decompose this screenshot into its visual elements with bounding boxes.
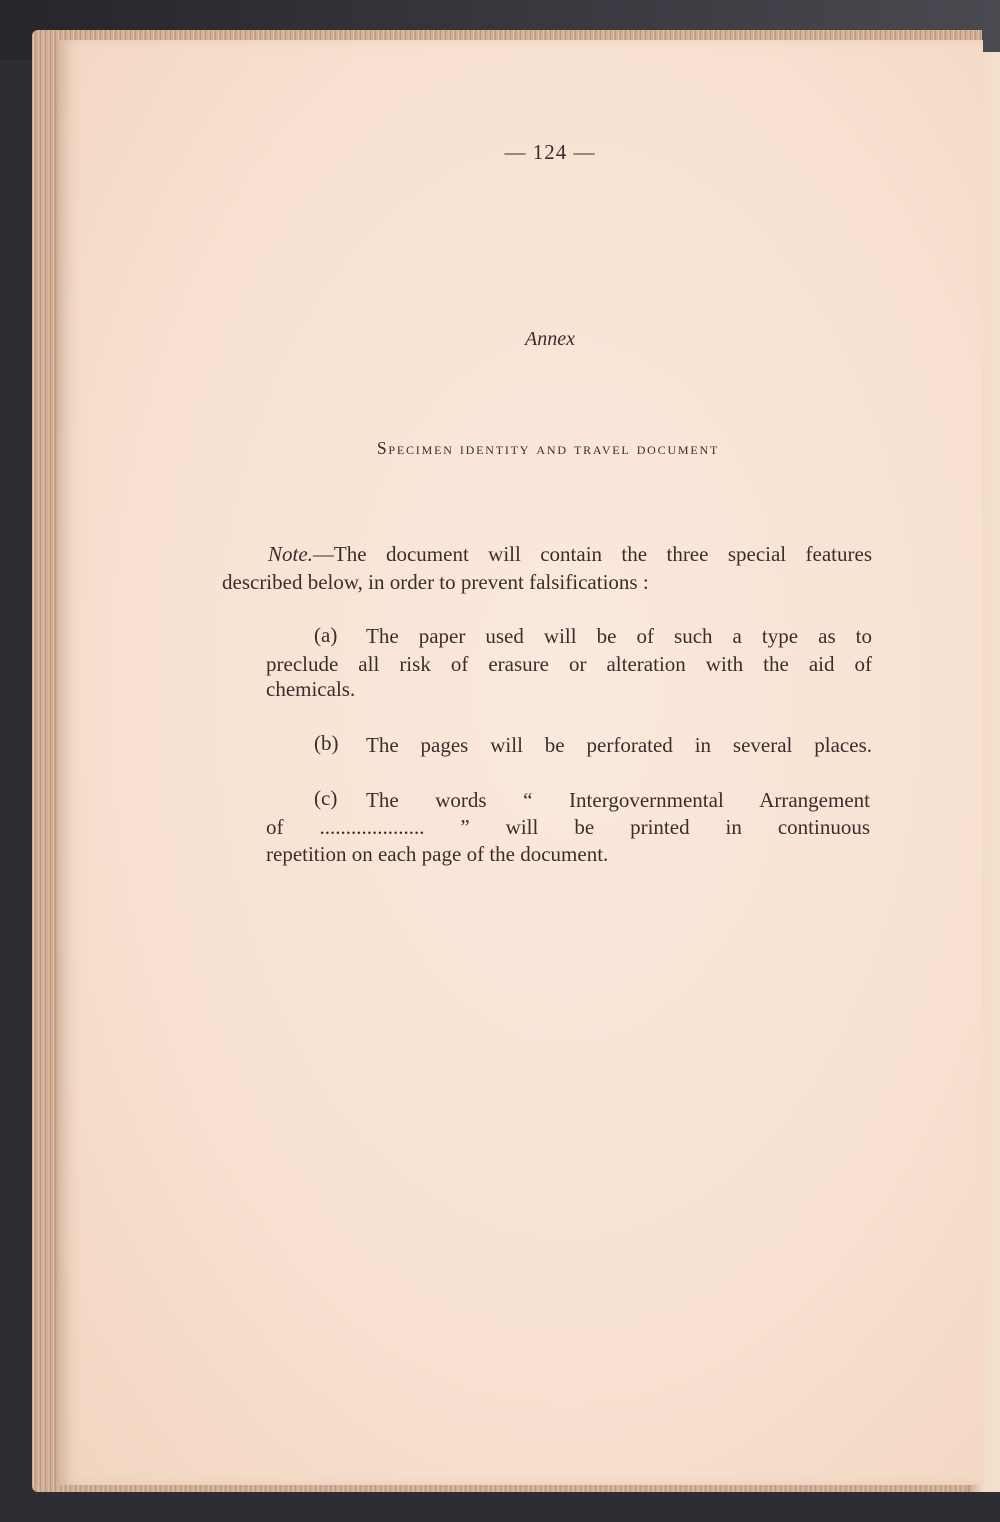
- item-a-line-2: preclude all risk of erasure or alteration with the aid of: [266, 652, 872, 676]
- item-c-line-1: The words “ Intergovernmental Arrangement: [366, 788, 870, 812]
- item-a-marker: (a): [314, 623, 338, 647]
- note-text-1: —The document will contain the three special features: [312, 542, 872, 566]
- item-a-line-3: chemicals.: [266, 677, 356, 701]
- book-page: [58, 40, 983, 1485]
- item-b-marker: (b): [314, 731, 339, 755]
- page-number: — 124 —: [504, 140, 596, 164]
- item-b-line-1: The pages will be perforated in several places.: [366, 733, 872, 757]
- item-c-marker: (c): [314, 786, 338, 810]
- note-line-1: [268, 542, 872, 567]
- item-a-line-1: The paper used will be of such a type as to: [366, 624, 872, 648]
- section-heading: Specimen identity and travel document: [376, 438, 720, 458]
- item-c-line-2: of .................... ” will be printed in continuous: [266, 815, 870, 839]
- note-label: Note.: [268, 542, 313, 566]
- annex-title: Annex: [525, 328, 575, 350]
- item-c-line-3: repetition on each page of the document.: [266, 842, 609, 866]
- note-line-2: described below, in order to prevent falsifications :: [222, 570, 649, 594]
